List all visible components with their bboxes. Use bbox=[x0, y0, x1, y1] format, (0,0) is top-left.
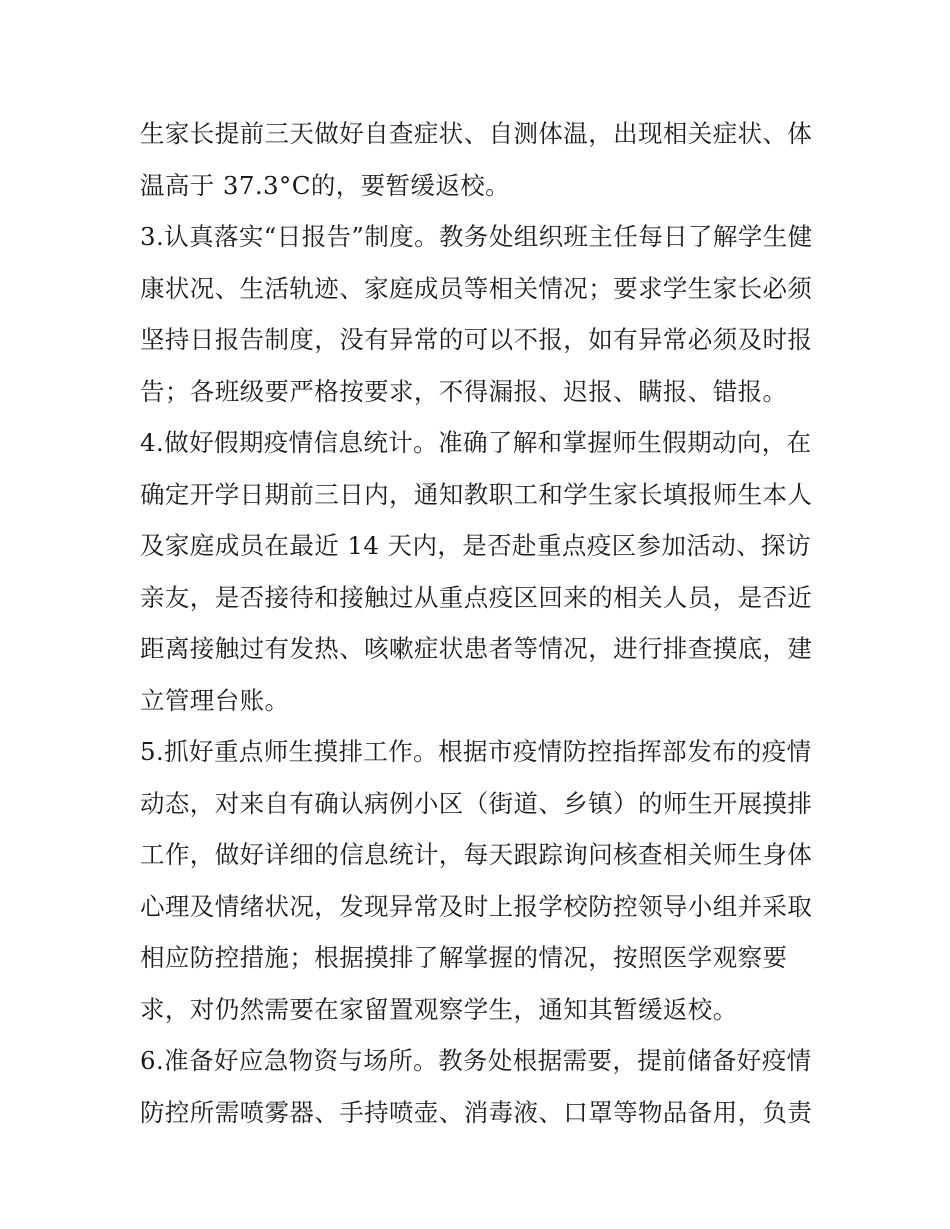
text-line: 生家长提前三天做好自查症状、自测体温，出现相关症状、体 bbox=[140, 119, 813, 148]
text-line: 亲友，是否接待和接触过从重点疫区回来的相关人员，是否近 bbox=[140, 582, 813, 612]
text-line: 动态，对来自有确认病例小区（街道、乡镇）的师生开展摸排 bbox=[140, 788, 813, 818]
text-line: 6.准备好应急物资与场所。教务处根据需要，提前储备好疫情 bbox=[140, 1046, 812, 1075]
text-line: 求，对仍然需要在家留置观察学生，通知其暂缓返校。 bbox=[140, 994, 738, 1024]
text-line: 3.认真落实“日报告”制度。教务处组织班主任每日了解学生健 bbox=[140, 222, 813, 251]
text-line: 5.抓好重点师生摸排工作。根据市疫情防控指挥部发布的疫情 bbox=[140, 737, 812, 766]
text-line: 及家庭成员在最近 14 天内，是否赴重点疫区参加活动、探访 bbox=[140, 531, 811, 560]
text-line: 工作，做好详细的信息统计，每天跟踪询问核查相关师生身体 bbox=[140, 840, 813, 869]
text-line: 康状况、生活轨迹、家庭成员等相关情况；要求学生家长必须 bbox=[140, 273, 813, 303]
text-line: 心理及情绪状况，发现异常及时上报学校防控领导小组并采取 bbox=[140, 891, 813, 921]
text-line: 距离接触过有发热、咳嗽症状患者等情况，进行排查摸底，建 bbox=[140, 634, 813, 663]
text-line: 确定开学日期前三日内，通知教职工和学生家长填报师生本人 bbox=[140, 479, 813, 509]
text-line: 4.做好假期疫情信息统计。准确了解和掌握师生假期动向，在 bbox=[140, 428, 812, 457]
text-line: 防控所需喷雾器、手持喷壶、消毒液、口罩等物品备用，负责 bbox=[140, 1097, 813, 1127]
text-line: 立管理台账。 bbox=[140, 685, 290, 715]
text-line: 相应防控措施；根据摸排了解掌握的情况，按照医学观察要 bbox=[140, 943, 788, 972]
document-body bbox=[140, 108, 820, 1138]
text-line: 温高于 37.3°C的，要暂缓返校。 bbox=[140, 170, 511, 200]
text-line: 告；各班级要严格按要求，不得漏报、迟报、瞒报、错报。 bbox=[140, 376, 788, 406]
text-line: 坚持日报告制度，没有异常的可以不报，如有异常必须及时报 bbox=[140, 325, 813, 354]
